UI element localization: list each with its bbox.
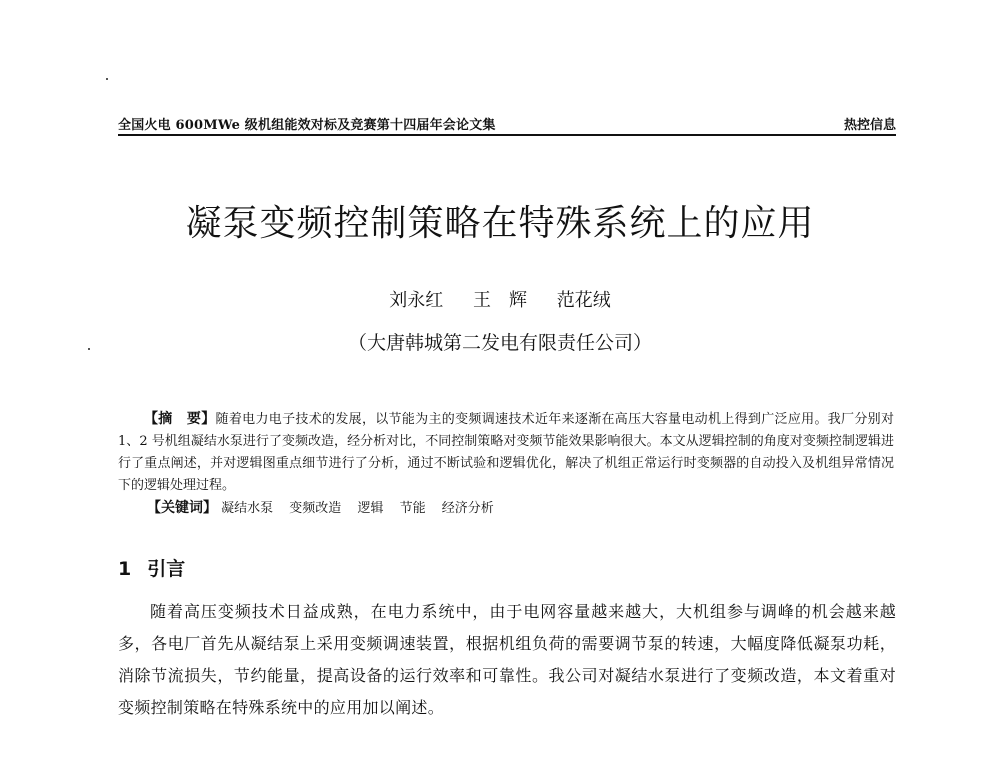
header-section-name: 热控信息	[843, 118, 896, 133]
keyword: 经济分析	[441, 501, 494, 516]
paper-title: 凝泵变频控制策略在特殊系统上的应用	[185, 203, 815, 244]
section-body: 随着高压变频技术日益成熟，在电力系统中，由于电网容量越来越大，大机组参与调峰的机会越来越多，各电厂首先从凝结泵上采用变频调速装置，根据机组负荷的需要调节泵的转速，大幅度降低凝泵功耗，消除节流损失，节约能量，提高设备的运行效率和可靠性。我公司对凝结水泵进行了变频改造，本文着重对变频控制策略在特殊系统中的应用加以阐述。	[118, 602, 896, 717]
section-number: 1	[118, 558, 132, 580]
keyword: 逻辑	[357, 501, 384, 516]
keywords	[147, 497, 897, 520]
keyword: 凝结水泵	[221, 501, 274, 516]
author-name: 刘永红	[389, 290, 444, 311]
section-title: 引言	[147, 558, 186, 580]
keyword: 节能	[399, 501, 426, 516]
abstract-label: 【摘 要】	[144, 411, 216, 427]
affiliation: （大唐韩城第二发电有限责任公司）	[347, 332, 652, 354]
abstract	[118, 408, 894, 497]
author-list	[0, 286, 1000, 312]
section-heading	[118, 554, 185, 581]
header-proceedings-title: 全国火电 600MWe 级机组能效对标及竞赛第十四届年会论文集	[118, 118, 496, 133]
keywords-label: 【关键词】	[147, 500, 217, 516]
author-name: 范花绒	[556, 290, 611, 311]
author-name: 王 辉	[473, 290, 527, 311]
abstract-text: 随着电力电子技术的发展，以节能为主的变频调速技术近年来逐渐在高压大容量电动机上得到广泛应用。我厂分别对 1、2 号机组凝结水泵进行了变频改造，经分析对比，不同控制策略对变频节能效果影响很大。本文从逻辑控制的角度对变频控制逻辑进行了重点阐述，并对逻辑图重点细节进行了分析，通过不断试验和逻辑优化，解决了机组正常运行时变频器的自动投入及机组异常情况下的逻辑处理过程。	[118, 412, 894, 493]
keyword: 变频改造	[289, 501, 342, 516]
running-header	[118, 104, 896, 136]
scan-speck	[106, 78, 108, 80]
